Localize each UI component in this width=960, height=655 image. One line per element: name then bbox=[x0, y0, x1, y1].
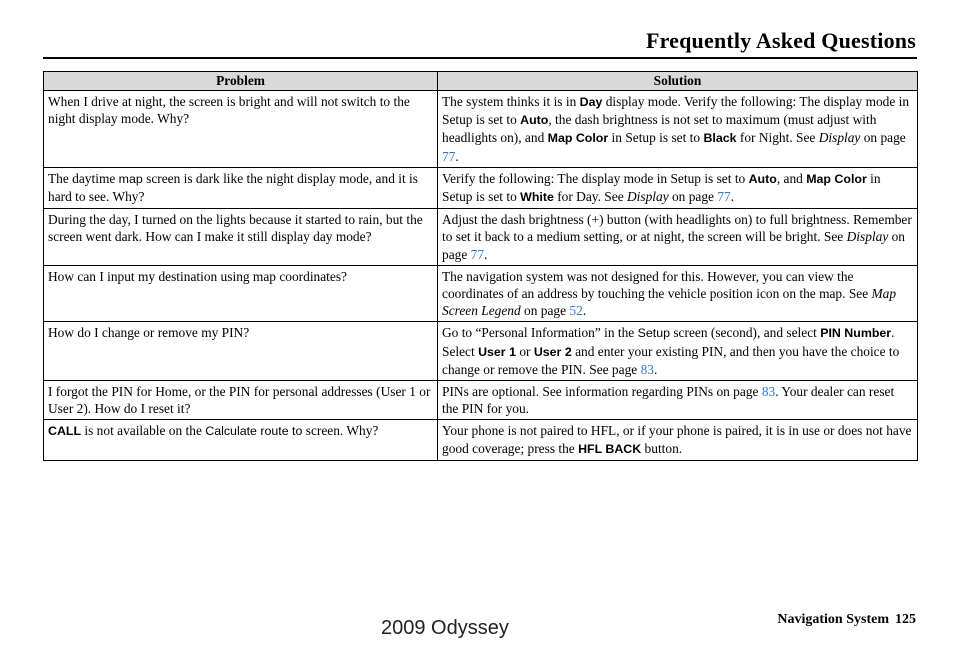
column-header-solution: Solution bbox=[438, 72, 918, 91]
section-reference: Map Screen Legend bbox=[442, 286, 897, 319]
table-row bbox=[44, 381, 918, 420]
problem-cell: During the day, I turned on the lights because it started to rain, but the screen went dark. How can I make it still display day mode? bbox=[44, 209, 438, 266]
keyword: Map Color bbox=[547, 131, 609, 146]
problem-cell: I forgot the PIN for Home, or the PIN for personal addresses (User 1 or User 2). How do I reset it? bbox=[44, 381, 438, 420]
solution-cell: The system thinks it is in Day display mode. Verify the following: The display mode in Setup is set to Auto, the dash brightness is not set to maximum (must adjust with headlights on), and Map Color in Setup is set to Black for Night. See Display on page 77. bbox=[438, 91, 918, 168]
page-title: Frequently Asked Questions bbox=[645, 28, 916, 53]
keyword: PIN Number bbox=[820, 326, 892, 341]
column-header-problem: Problem bbox=[44, 72, 438, 91]
page-number: 125 bbox=[895, 612, 916, 627]
page-link[interactable]: 52 bbox=[569, 303, 583, 319]
table-header-row bbox=[44, 72, 918, 91]
problem-cell: How do I change or remove my PIN? bbox=[44, 322, 438, 381]
solution-cell: Your phone is not paired to HFL, or if your phone is paired, it is in use or does not have good coverage; press the HFL BACK button. bbox=[438, 420, 918, 460]
table-row bbox=[44, 265, 918, 322]
page-link[interactable]: 77 bbox=[470, 246, 485, 262]
watermark: 2009 Odyssey bbox=[381, 617, 509, 639]
problem-cell: The daytime map screen is dark like the night display mode, and it is hard to see. Why? bbox=[44, 167, 438, 208]
keyword: Map Color bbox=[806, 171, 867, 186]
problem-cell: How can I input my destination using map coordinates? bbox=[44, 265, 438, 322]
section-reference: Display bbox=[846, 229, 889, 245]
section-reference: Display bbox=[818, 130, 861, 146]
keyword: HFL BACK bbox=[578, 441, 642, 456]
faq-table bbox=[43, 71, 918, 461]
solution-cell: Adjust the dash brightness (+) button (with headlights on) to full brightness. Remember to set it back to a medium setting, or at night, the screen will be bright. See Display on page 77. bbox=[438, 209, 918, 266]
keyword: Black bbox=[703, 131, 737, 146]
table-row bbox=[44, 420, 918, 460]
page-link[interactable]: 77 bbox=[442, 148, 456, 164]
page-link[interactable]: 83 bbox=[640, 361, 654, 377]
keyword: Auto bbox=[748, 171, 777, 186]
keyword: map bbox=[118, 171, 143, 186]
page-footer bbox=[777, 612, 916, 628]
solution-cell: Go to “Personal Information” in the Setup screen (second), and select PIN Number. Select User 1 or User 2 and enter your existing PIN, and then you have the choice to change or remove the PIN. See page 83. bbox=[438, 322, 918, 381]
table-row bbox=[44, 209, 918, 266]
solution-cell: The navigation system was not designed for this. However, you can view the coordinates of an address by touching the vehicle position icon on the map. See Map Screen Legend on page 52. bbox=[438, 265, 918, 322]
solution-cell: Verify the following: The display mode in Setup is set to Auto, and Map Color in Setup is set to White for Day. See Display on page 77. bbox=[438, 167, 918, 208]
section-reference: Display bbox=[626, 189, 669, 205]
title-divider bbox=[43, 57, 917, 59]
table-row bbox=[44, 167, 918, 208]
keyword: White bbox=[520, 190, 554, 205]
problem-cell: CALL is not available on the Calculate route to screen. Why? bbox=[44, 420, 438, 460]
keyword: User 2 bbox=[533, 344, 572, 359]
footer-system-name: Navigation System bbox=[777, 612, 889, 627]
table-row bbox=[44, 322, 918, 381]
table-row bbox=[44, 91, 918, 168]
page-link[interactable]: 77 bbox=[717, 189, 731, 205]
keyword: Calculate route to bbox=[205, 424, 303, 439]
problem-cell: When I drive at night, the screen is bright and will not switch to the night display mode. Why? bbox=[44, 91, 438, 168]
keyword: CALL bbox=[48, 424, 82, 439]
keyword: User 1 bbox=[478, 344, 516, 359]
keyword: Auto bbox=[520, 113, 549, 128]
keyword: Setup bbox=[637, 326, 670, 341]
page-link[interactable]: 83 bbox=[761, 384, 776, 400]
keyword: Day bbox=[579, 95, 603, 109]
solution-cell: PINs are optional. See information regarding PINs on page 83. Your dealer can reset the PIN for you. bbox=[438, 381, 918, 420]
